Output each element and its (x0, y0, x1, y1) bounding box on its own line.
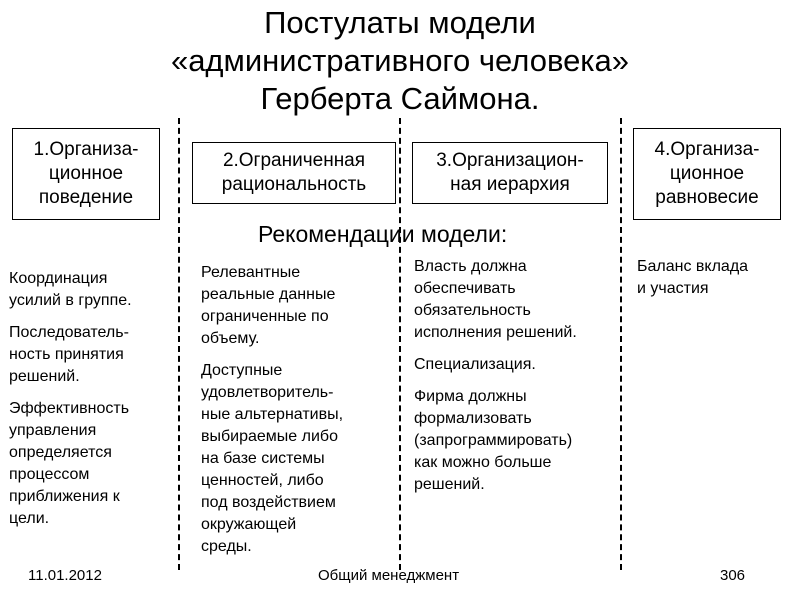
header-1-line: поведение (38, 187, 134, 208)
header-1-line: ционное (48, 163, 124, 184)
text-line: решений. (9, 368, 80, 385)
header-3-line: ная иерархия (450, 174, 570, 195)
text-line: Эффективность (9, 400, 130, 417)
text-line: ные альтернативы, (201, 406, 344, 423)
text-line: Специализация. (414, 356, 536, 373)
text-line: под воздействием (201, 494, 336, 511)
title-line-2: «административного человека» (170, 43, 630, 78)
header-2-line: рациональность (221, 174, 367, 195)
header-box-2 (192, 142, 396, 204)
list-item (9, 398, 132, 530)
title-line-1: Постулаты модели (264, 5, 536, 40)
text-line: приближения к (9, 488, 120, 505)
list-item (414, 354, 577, 376)
text-line: (запрограммировать) (414, 432, 573, 449)
recommendations-label: Рекомендации модели: (258, 221, 508, 247)
header-box-3 (412, 142, 608, 204)
column-divider-2 (399, 118, 401, 570)
text-line: и участия (637, 280, 709, 297)
header-4-line: 4.Организа- (654, 139, 760, 160)
text-line: управления (9, 422, 97, 439)
text-line: решений. (414, 476, 485, 493)
text-line: Релевантные (201, 264, 301, 281)
list-item (414, 386, 577, 496)
header-2-line: 2.Ограниченная (222, 150, 366, 171)
text-line: Власть должна (414, 258, 527, 275)
footer-date: 11.01.2012 (28, 567, 102, 584)
text-line: цели. (9, 510, 50, 527)
text-line: удовлетворитель- (201, 384, 334, 401)
text-line: Фирма должны (414, 388, 527, 405)
header-box-1 (12, 128, 160, 220)
header-4-line: ционное (669, 163, 745, 184)
list-item (9, 322, 132, 388)
text-line: выбираемые либо (201, 428, 338, 445)
text-line: Последователь- (9, 324, 129, 341)
text-line: как можно больше (414, 454, 552, 471)
text-line: процессом (9, 466, 90, 483)
column-1-text (9, 268, 132, 540)
text-line: на базе системы (201, 450, 325, 467)
text-line: обеспечивать (414, 280, 516, 297)
list-item (9, 268, 132, 312)
list-item (201, 262, 343, 350)
text-line: исполнения решений. (414, 324, 577, 341)
list-item (201, 360, 343, 558)
header-3-line: 3.Организацион- (436, 150, 584, 171)
column-4-text (637, 256, 748, 310)
text-line: объему. (201, 330, 260, 347)
list-item (637, 256, 748, 300)
text-line: усилий в группе. (9, 292, 132, 309)
column-2-text (201, 262, 343, 568)
header-4-line: равновесие (655, 187, 759, 208)
column-divider-1 (178, 118, 180, 570)
text-line: ценностей, либо (201, 472, 324, 489)
slide-title (0, 4, 800, 118)
text-line: ность принятия (9, 346, 124, 363)
text-line: Координация (9, 270, 108, 287)
text-line: определяется (9, 444, 112, 461)
text-line: Доступные (201, 362, 283, 379)
footer-page-number: 306 (720, 567, 746, 584)
text-line: окружающей (201, 516, 297, 533)
header-box-4 (633, 128, 781, 220)
text-line: среды. (201, 538, 252, 555)
text-line: обязательность (414, 302, 531, 319)
text-line: формализовать (414, 410, 532, 427)
text-line: реальные данные (201, 286, 336, 303)
header-1-line: 1.Организа- (33, 139, 139, 160)
column-3-text (414, 256, 577, 506)
column-divider-3 (620, 118, 622, 570)
title-line-3: Герберта Саймона. (260, 81, 540, 116)
footer-subject: Общий менеджмент (318, 567, 460, 584)
list-item (414, 256, 577, 344)
text-line: ограниченные по (201, 308, 329, 325)
text-line: Баланс вклада (637, 258, 749, 275)
